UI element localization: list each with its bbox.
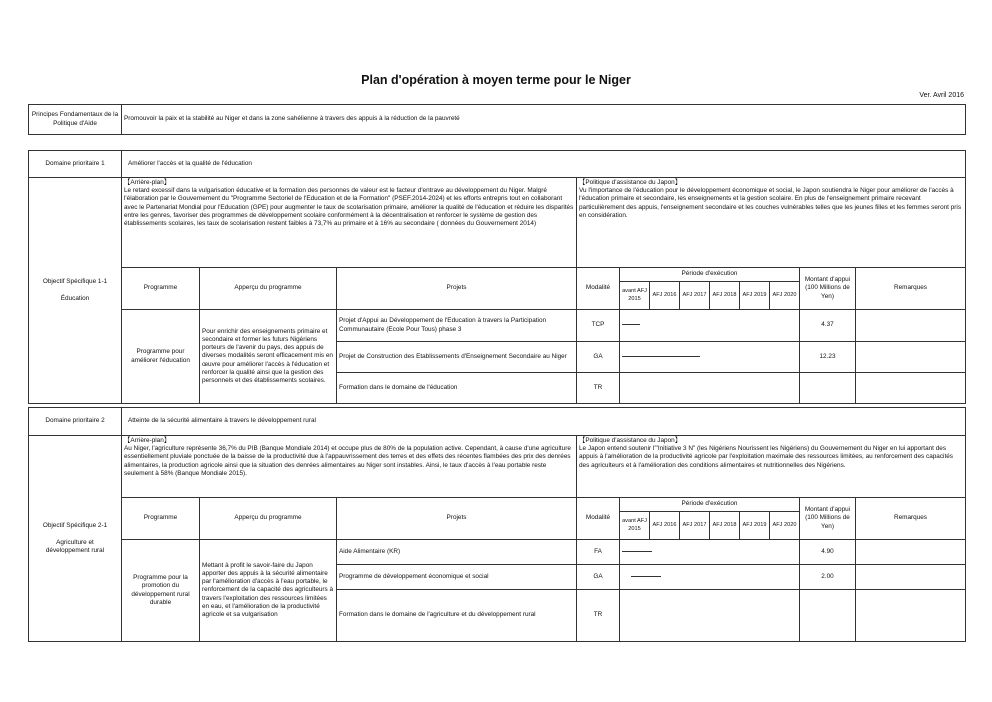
d1-year-5: AFJ 2020 (770, 282, 800, 310)
d1-year-3: AFJ 2018 (710, 282, 740, 310)
d2-project-0-bar (622, 551, 652, 552)
page-title: Plan d'opération à moyen terme pour le Niger (361, 73, 631, 87)
principles-text: Promouvoir la paix et la stabilité au Niger et dans la zone sahélienne à travers des appuis à la réduction de la pauvreté (122, 105, 966, 135)
d2-project-2-montant (800, 590, 856, 642)
d1-h-remarques: Remarques (856, 268, 966, 310)
d1-project-1-montant: 12.23 (800, 342, 856, 373)
domain2-politique (577, 436, 966, 498)
domain2-politique-text: Le Japon entend soutenir l'"Initiative 3 N" (les Nigériens Nourissent les Nigériens) du Gouvernement du Niger en lui apportant des appuis à l'amélioration de la productivité agricole par l'exploitation maximale des ressources limitées, au renforcement des capacités des agriculteurs et à l'amélioration des conditions alimentaires et nutritionnelles des Nigériens. (579, 445, 953, 469)
d1-project-0-timeline (620, 310, 800, 342)
domain1-politique-title: 【Politique d'assistance du Japon】 (579, 179, 682, 186)
d1-year-4: AFJ 2019 (740, 282, 770, 310)
d1-project-2-modalite: TR (577, 373, 620, 404)
domain2-arriere (122, 436, 577, 498)
domain1-arriere (122, 178, 577, 268)
domain1-title-text: Améliorer l'accès et la qualité de l'éducation (128, 159, 252, 167)
d2-project-2-modalite: TR (577, 590, 620, 642)
d2-h-programme: Programme (122, 498, 200, 540)
d1-h-periode: Période d'exécution (620, 268, 800, 282)
domain1-arriere-title: 【Arrière-plan】 (124, 179, 171, 186)
d1-h-montant: Montant d'appui (100 Millions de Yen) (800, 268, 856, 310)
d2-project-1-timeline (620, 565, 800, 590)
d1-h-apercu: Apperçu du programme (200, 268, 337, 310)
d2-project-1-name: Programme de développement économique et social (337, 565, 577, 590)
domain2-objectif (29, 436, 122, 642)
d2-year-1: AFJ 2016 (650, 512, 680, 540)
d2-project-1-remarques (856, 565, 966, 590)
d2-project-2-name: Formation dans le domaine de l'agriculture et du développement rural (337, 590, 577, 642)
domain1-arriere-text: Le retard excessif dans la vulgarisation éducative et la formation des personnes de valeur est le facteur d'entrave au développement du Niger. Malgré l'élaboration par le Gouvernement du "Programme Sectoriel de l'Education et de la Formation" (PSEF.2014-2024) et les efforts entrepris tout en collaborant avec le Partenariat Mondial pour l'Education (GPE) pour augmenter le taux de scolarisation primaire, améliorer la qualité de l'éducation et réduire les disparités entre les genres, favoriser des programmes de développement scolaire conformément à la décentralisation et renforcer le système de gestion des établissements scolaires, les taux de scolarisation restent faibles à 73,7% au primaire et à 16% au secondaire ( données du Gouvernement 2014) (124, 187, 574, 227)
d1-project-0-remarques (856, 310, 966, 342)
d1-project-0-modalite: TCP (577, 310, 620, 342)
d1-project-2-montant (800, 373, 856, 404)
domain2-arriere-title: 【Arrière-plan】 (124, 437, 171, 444)
d2-year-4: AFJ 2019 (740, 512, 770, 540)
d2-project-1-modalite: GA (577, 565, 620, 590)
d1-project-0-bar (622, 324, 640, 325)
d2-programme-name: Programme pour la promotion du développement rural durable (122, 540, 200, 642)
domain2-label: Domaine prioritaire 2 (29, 408, 122, 436)
domain1-objectif (29, 178, 122, 404)
domain1-label: Domaine prioritaire 1 (29, 151, 122, 178)
version-label: Ver. Avril 2016 (919, 92, 964, 99)
domain2-table (28, 407, 966, 642)
d1-project-0-montant: 4.37 (800, 310, 856, 342)
domain2-title (122, 408, 966, 436)
d1-year-0: avant AFJ 2015 (620, 282, 650, 310)
d1-project-0-name: Projet d'Appui au Développement de l'Education à travers la Participation Communautaire (Ecole Pour Tous) phase 3 (337, 310, 577, 342)
d2-apercu-text: Mettant à profit le savoir-faire du Japon apporter des appuis à la sécurité alimentaire par l'amélioration d'accès à l'eau portable, le renforcement de la capacité des agriculteurs à travers l'exploitation des ressources limitées en eau, et l'amélioration de la productivité agricole et sa vulgarisation (200, 540, 337, 642)
d1-project-2-timeline (620, 373, 800, 404)
d1-h-modalite: Modalité (577, 268, 620, 310)
principles-table (28, 104, 966, 135)
domain1-politique (577, 178, 966, 268)
domain1-objectif-label: Objectif Spécifique 1-1 (42, 277, 108, 285)
domain1-objectif-sub: Éducation (60, 295, 90, 302)
d2-year-3: AFJ 2018 (710, 512, 740, 540)
d1-project-1-remarques (856, 342, 966, 373)
d2-project-0-name: Aide Alimentaire (KR) (337, 540, 577, 565)
d1-project-2-name: Formation dans le domaine de l'éducation (337, 373, 577, 404)
d2-year-0: avant AFJ 2015 (620, 512, 650, 540)
d1-programme-name: Programme pour améliorer l'éducation (122, 310, 200, 404)
d2-h-remarques: Remarques (856, 498, 966, 540)
d2-h-periode: Période d'exécution (620, 498, 800, 512)
d2-project-0-timeline (620, 540, 800, 565)
d2-year-5: AFJ 2020 (770, 512, 800, 540)
d1-apercu-text: Pour enrichir des enseignements primaire et secondaire et former les futurs Nigériens porteurs de l'avenir du pays, des appuis de diverses modalités seront efficacement mis en œuvre pour améliorer l'accès à l'éducation et renforcer la qualité ainsi que la gestion des personnels et des établissements scolaires. (200, 310, 337, 404)
domain1-table (28, 150, 966, 404)
domain1-title (122, 151, 966, 178)
d1-year-1: AFJ 2016 (650, 282, 680, 310)
d1-project-1-modalite: GA (577, 342, 620, 373)
d2-year-2: AFJ 2017 (680, 512, 710, 540)
d1-project-1-bar (622, 356, 700, 357)
d2-h-projets: Projets (337, 498, 577, 540)
d2-project-1-montant: 2.00 (800, 565, 856, 590)
domain2-objectif-label: Objectif Spécifique 2-1 (42, 521, 108, 529)
domain1-politique-text: Vu l'importance de l'éducation pour le développement économique et social, le Japon soutiendra le Niger pour améliorer de l'accès à l'éducation primaire et secondaire, les enseignements et la gestion scolaire. En plus de l'enseignement primaire recevant particulièrement des appuis, l'enseignement secondaire et les couches vulnérables telles que les jeunes filles et les femmes seront pris en considération. (579, 187, 962, 219)
domain2-politique-title: 【Politique d'assistance du Japon】 (579, 437, 682, 444)
d1-year-2: AFJ 2017 (680, 282, 710, 310)
domain2-arriere-text: Au Niger, l'agriculture représente 36,7% du PIB (Banque Mondiale 2014) et occupe plus de 80% de la population active. Cependant, à cause d'une agriculture essentiellement pluviale ponctuée de la baisse de la productivité due à l'appauvrissement des terres et des effets des récentes flambées des prix des denrées alimentaires, la production agricole ainsi que la situation des denrées alimentaires au Niger sont instables. Ainsi, le taux d'accès à l'eau portable reste seulement à 58% (Banque Mondiale 2015). (124, 445, 571, 477)
domain2-objectif-sub: Agriculture et développement rural (45, 538, 105, 555)
d1-h-programme: Programme (122, 268, 200, 310)
d1-h-projets: Projets (337, 268, 577, 310)
d2-project-2-timeline (620, 590, 800, 642)
principles-label: Principes Fondamentaux de la Politique d'Aide (29, 105, 122, 135)
d1-project-1-name: Projet de Construction des Etablissements d'Enseignement Secondaire au Niger (337, 342, 577, 373)
d1-project-2-remarques (856, 373, 966, 404)
d2-h-apercu: Apperçu du programme (200, 498, 337, 540)
d1-project-1-timeline (620, 342, 800, 373)
d2-project-1-bar (631, 576, 661, 577)
d2-project-0-modalite: FA (577, 540, 620, 565)
d2-project-0-remarques (856, 540, 966, 565)
domain2-title-text: Atteinte de la sécurité alimentaire à travers le développement rural (128, 417, 316, 425)
d2-project-0-montant: 4.90 (800, 540, 856, 565)
d2-h-modalite: Modalité (577, 498, 620, 540)
d2-project-2-remarques (856, 590, 966, 642)
d2-h-montant: Montant d'appui (100 Millions de Yen) (800, 498, 856, 540)
